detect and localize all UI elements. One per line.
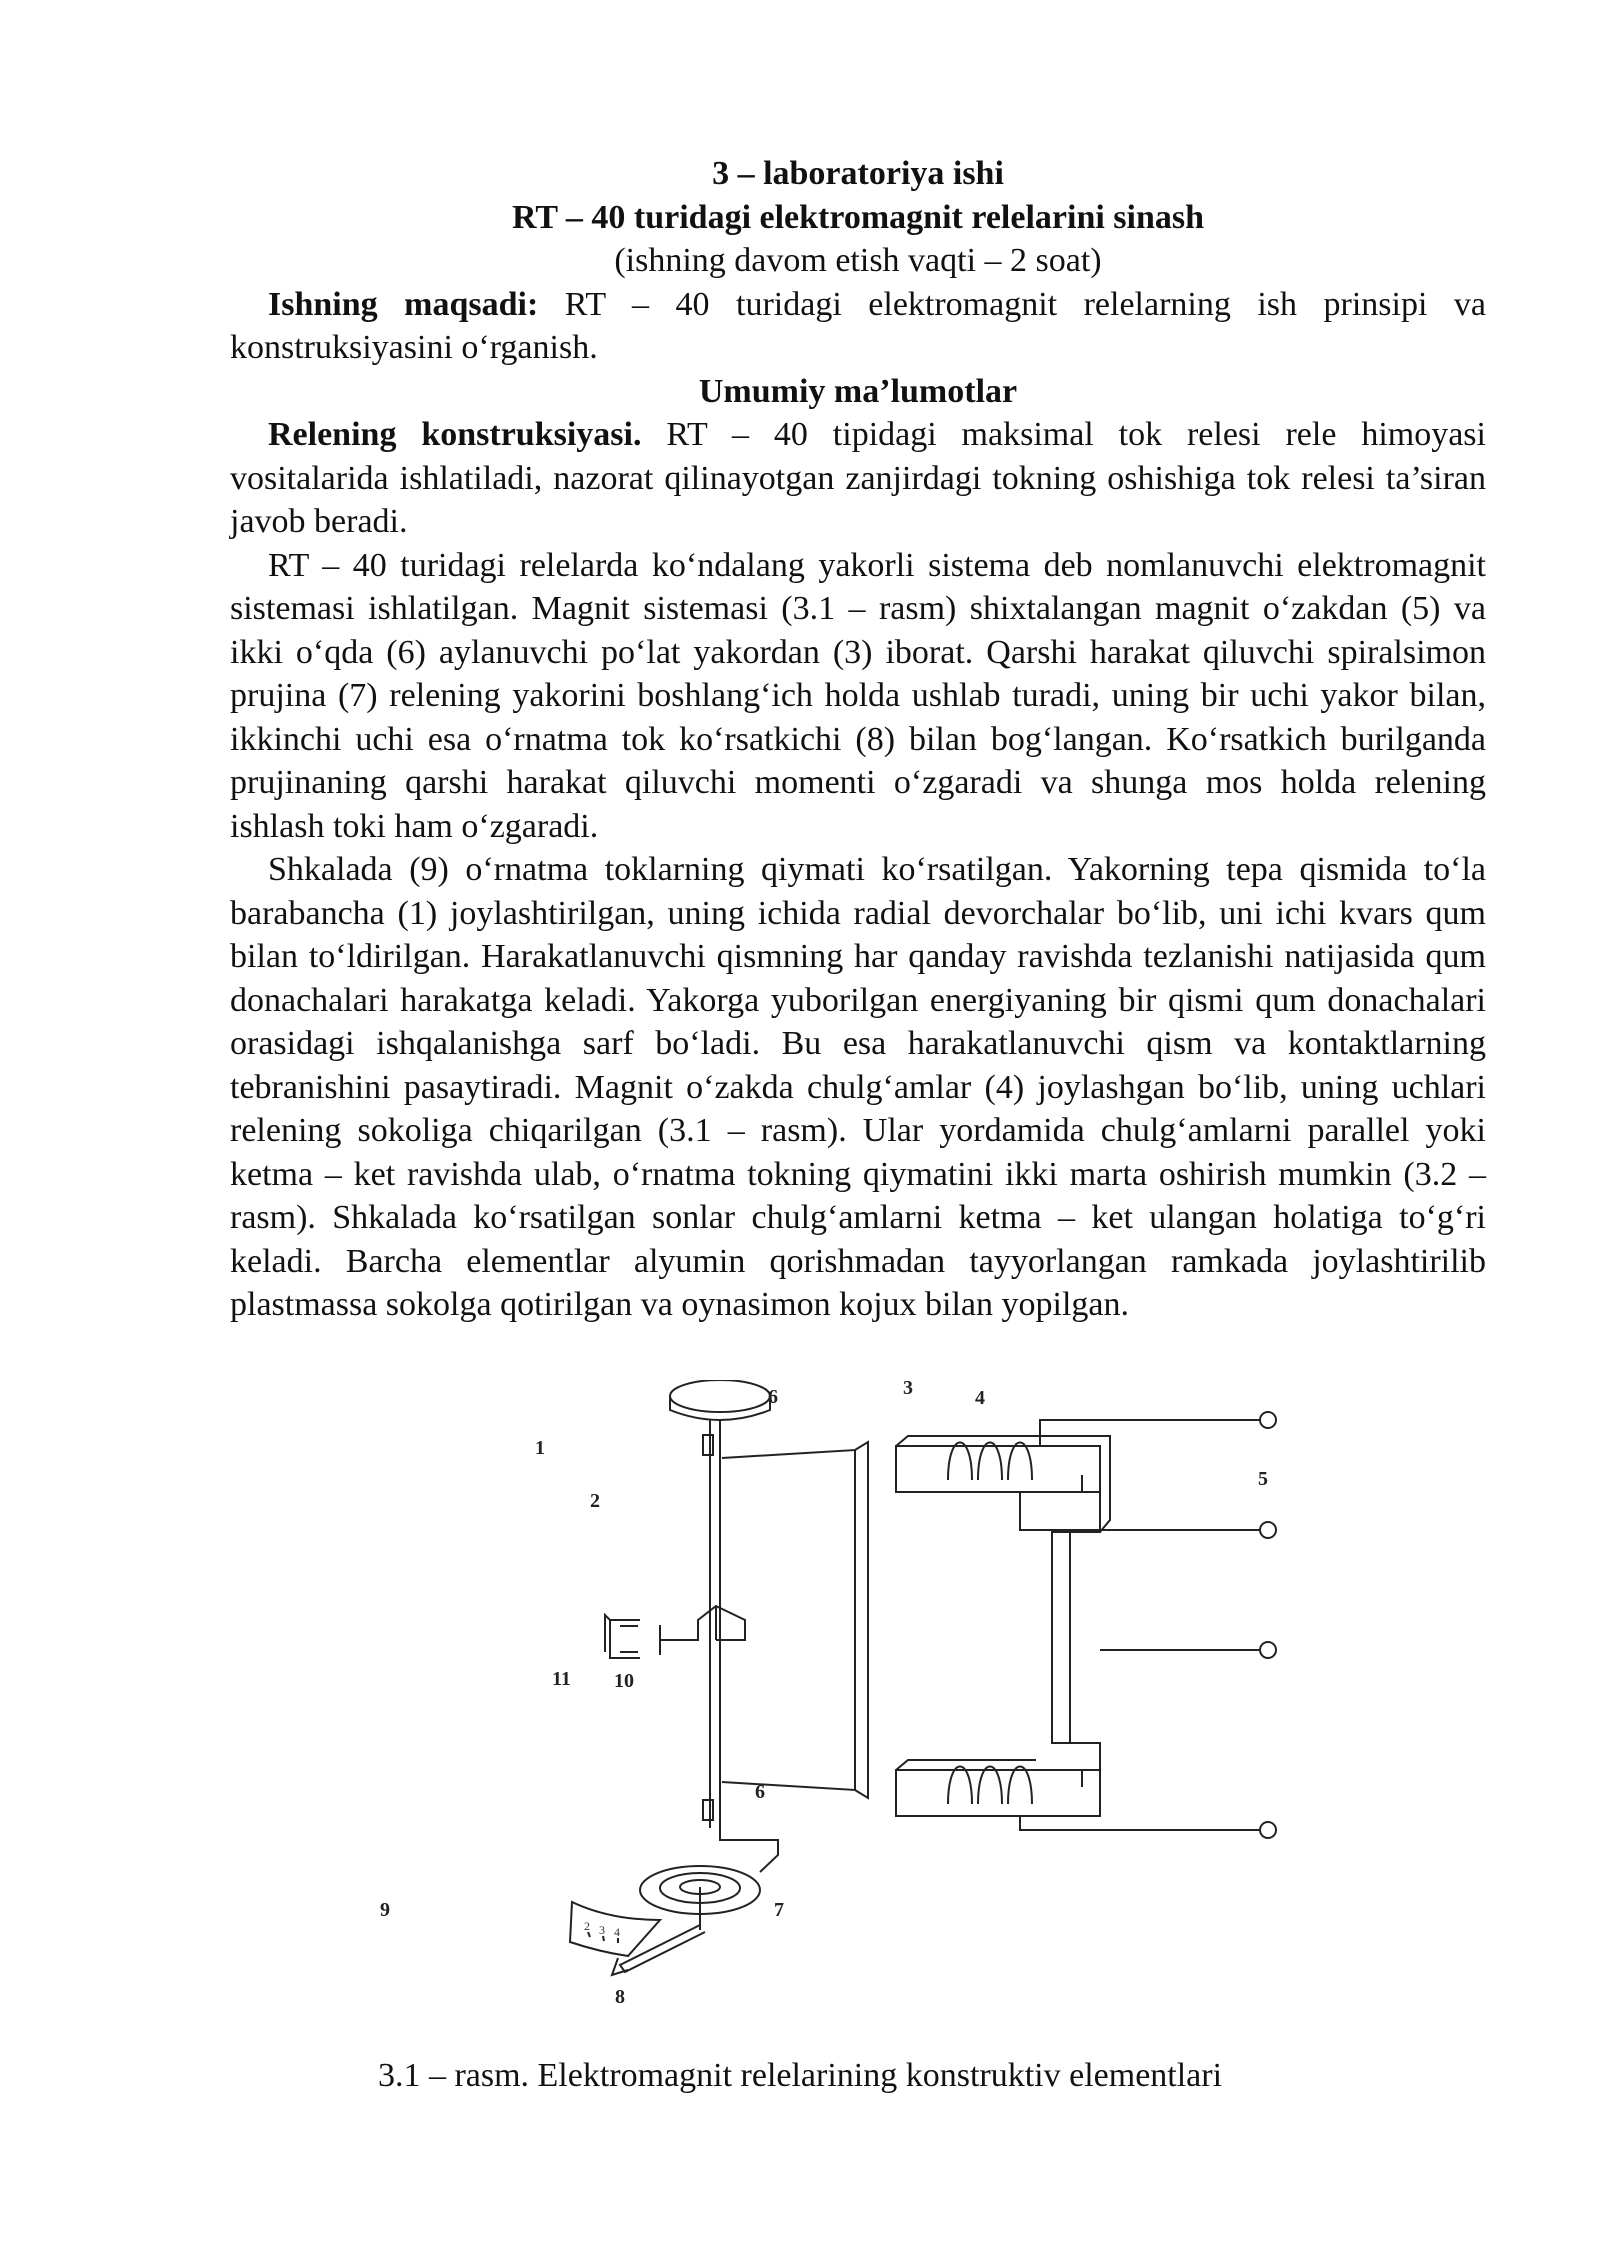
label-1: 1: [535, 1437, 545, 1459]
terminal-3: [1260, 1642, 1276, 1658]
terminal-lead-1: [1040, 1420, 1260, 1446]
relay-diagram: [360, 1380, 1380, 2020]
purpose-label: Ishning maqsadi:: [268, 285, 539, 323]
label-5: 5: [1258, 1468, 1268, 1490]
figure-caption: 3.1 – rasm. Elektromagnit relelarining konstruktiv elementlari: [377, 2057, 1223, 2094]
construction-text: RT – 40 tipidagi maksimal tok relesi rele himoyasi vositalarida ishlatiladi, nazorat qilinayotgan zanjirdagi tokning oshishiga tok relesi ta’siran javob beradi.: [230, 416, 1486, 540]
label-8: 8: [615, 1986, 625, 2008]
purpose-text: RT – 40 turidagi elektromagnit relelarning ish prinsipi va konstruksiyasini o‘rganish.: [230, 285, 1486, 366]
label-11: 11: [552, 1668, 571, 1690]
contact-lever: [660, 1606, 745, 1640]
terminal-2: [1260, 1522, 1276, 1538]
terminal-1: [1260, 1412, 1276, 1428]
label-4: 4: [975, 1387, 985, 1409]
upper-bearing: [703, 1435, 713, 1455]
lab-number: 3 – laboratoriya ishi: [712, 155, 1004, 192]
scale-number-2: 2: [584, 1919, 590, 1933]
document-title: RT – 40 turidagi elektromagnit relelarini sinash: [511, 198, 1205, 236]
lower-coil-2: [978, 1767, 1002, 1805]
body-paragraph-1: RT – 40 turidagi relelarda ko‘ndalang yakorli sistema deb nomlanuvchi elektromagnit sistemasi ishlatilgan. Magnit sistemasi (3.1 – rasm) shixtalangan magnit o‘zakdan (5) va ikki o‘qda (6) aylanuvchi po‘lat yakordan (3) iborat. Qarshi harakat qiluvchi spiralsimon prujina (7) relening yakorini boshlang‘ich holda ushlab turadi, uning bir uchi yakor bilan, ikkinchi uchi esa o‘rnatma tok ko‘rsatkichi (8) bilan bog‘langan. Ko‘rsatkich burilganda prujinaning qarshi harakat qiluvchi momenti o‘zgaradi va shunga mos holda relening ishlash toki ham o‘zgaradi.: [230, 546, 1486, 845]
label-2: 2: [590, 1490, 600, 1512]
upper-coil-1: [948, 1443, 972, 1481]
relay-diagram-svg: [360, 1380, 1380, 2020]
label-10: 10: [614, 1670, 634, 1692]
lower-coil-3: [1008, 1767, 1032, 1805]
drum-top: [670, 1380, 770, 1412]
document-page: [230, 152, 1486, 1327]
lower-bearing: [703, 1800, 713, 1820]
fixed-contact: [605, 1615, 640, 1658]
construction-paragraph: [230, 413, 1486, 544]
body-paragraph-2: Shkalada (9) o‘rnatma toklarning qiymati ko‘rsatilgan. Yakorning tepa qismida to‘la barabancha (1) joylashtirilgan, uning ichida radial devorchalar bo‘lib, uni ichi kvars qum bilan to‘ldirilgan. Harakatlanuvchi qismning har qanday ravishda tezlanishi natijasida qum donachalari harakatga keladi. Yakorga yuborilgan energiyaning bir qismi qum donachalari orasidagi ishqalanishga sarf bo‘ladi. Bu esa harakatlanuvchi qism va kontaktlarning tebranishini pasaytiradi. Magnit o‘zakda chulg‘amlar (4) joylashgan bo‘lib, uning uchlari relening sokoliga chiqarilgan (3.1 – rasm). Ular yordamida chulg‘amlarni parallel yoki ketma – ket ravishda ulab, o‘rnatma tokning qiymatini ikki marta oshirish mumkin (3.2 – rasm). Shkalada ko‘rsatilgan sonlar chulg‘amlarni ketma – ket ulangan holatiga to‘g‘ri keladi. Barcha elementlar alyumin qorishmadan tayyorlangan ramkada joylashtirilib plastmassa sokolga qotirilgan va oynasimon kojux bilan yopilgan.: [230, 851, 1486, 1323]
construction-label: Relening konstruksiyasi.: [268, 416, 642, 453]
armature-edge: [855, 1442, 868, 1798]
upper-coil-2: [978, 1443, 1002, 1481]
core-upper-arm: [896, 1436, 1110, 1532]
upper-coil-3: [1008, 1443, 1032, 1481]
label-6-top: 6: [768, 1386, 778, 1408]
section-heading: Umumiy ma’lumotlar: [698, 372, 1018, 410]
scale-number-4: 4: [614, 1925, 620, 1939]
lower-coil-1: [948, 1767, 972, 1805]
label-6-bottom: 6: [755, 1781, 765, 1803]
armature-plate: [722, 1450, 855, 1790]
label-3: 3: [903, 1380, 913, 1399]
terminal-lead-2: [1020, 1492, 1260, 1530]
label-9: 9: [380, 1899, 390, 1921]
spring-link: [720, 1828, 778, 1872]
terminal-4: [1260, 1822, 1276, 1838]
scale-number-3: 3: [599, 1923, 605, 1937]
terminal-lead-4: [1020, 1816, 1260, 1830]
label-7: 7: [774, 1899, 784, 1921]
duration-note: (ishning davom etish vaqti – 2 soat): [614, 242, 1102, 279]
purpose-paragraph: [230, 283, 1486, 370]
